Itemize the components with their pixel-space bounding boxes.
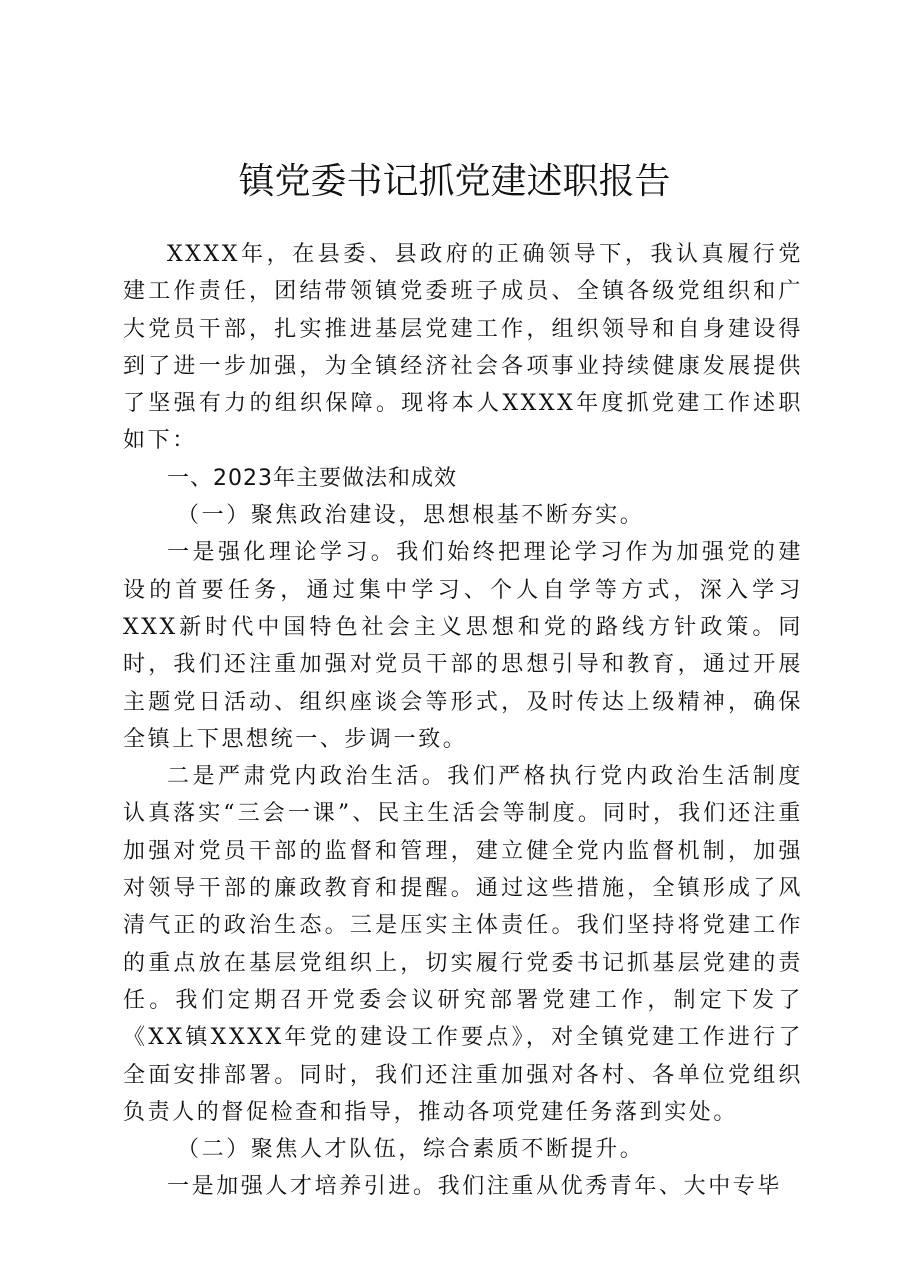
document-body bbox=[123, 236, 803, 1206]
body-paragraph: 一是加强人才培养引进。我们注重从优秀青年、大中专毕 bbox=[167, 1174, 783, 1200]
document-title: 镇党委书记抓党建述职报告 bbox=[238, 161, 671, 202]
body-paragraph: 二是严肃党内政治生活。我们严格执行党内政治生活制度认真落实“三会一课”、民主生活会等制度。同时，我们还注重加强对党员干部的监督和管理，建立健全党内监督机制，加强对领导干部的廉政教育和提醒。通过这些措施，全镇形成了风清气正的政治生态。三是压实主体责任。我们坚持将党建工作的重点放在基层党组织上，切实履行党委书记抓基层党建的责任。我们定期召开党委会议研究部署党建工作，制定下发了《XX镇XXXX年党的建设工作要点》，对全镇党建工作进行了全面安排部署。同时，我们还注重加强对各村、各单位党组织负责人的督促检查和指导，推动各项党建任务落到实处。 bbox=[123, 764, 803, 1125]
body-paragraph: 一是强化理论学习。我们始终把理论学习作为加强党的建设的首要任务，通过集中学习、个人自学等方式，深入学习XXX新时代中国特色社会主义思想和党的路线方针政策。同时，我们还注重加强对党员干部的思想引导和教育，通过开展主题党日活动、组织座谈会等形式，及时传达上级精神，确保全镇上下思想统一、步调一致。 bbox=[123, 540, 803, 752]
subsection-heading: （一）聚焦政治建设，思想根基不断夯实。 bbox=[177, 503, 645, 529]
intro-paragraph: XXXX年，在县委、县政府的正确领导下，我认真履行党建工作责任，团结带领镇党委班子成员、全镇各级党组织和广大党员干部，扎实推进基层党建工作，组织领导和自身建设得到了进一步加强，为全镇经济社会各项事业持续健康发展提供了坚强有力的组织保障。现将本人XXXX年度抓党建工作述职如下： bbox=[123, 242, 803, 454]
subsection-heading: （二）聚焦人才队伍，综合素质不断提升。 bbox=[177, 1137, 645, 1163]
section-heading: 一、2023年主要做法和成效 bbox=[167, 465, 457, 491]
